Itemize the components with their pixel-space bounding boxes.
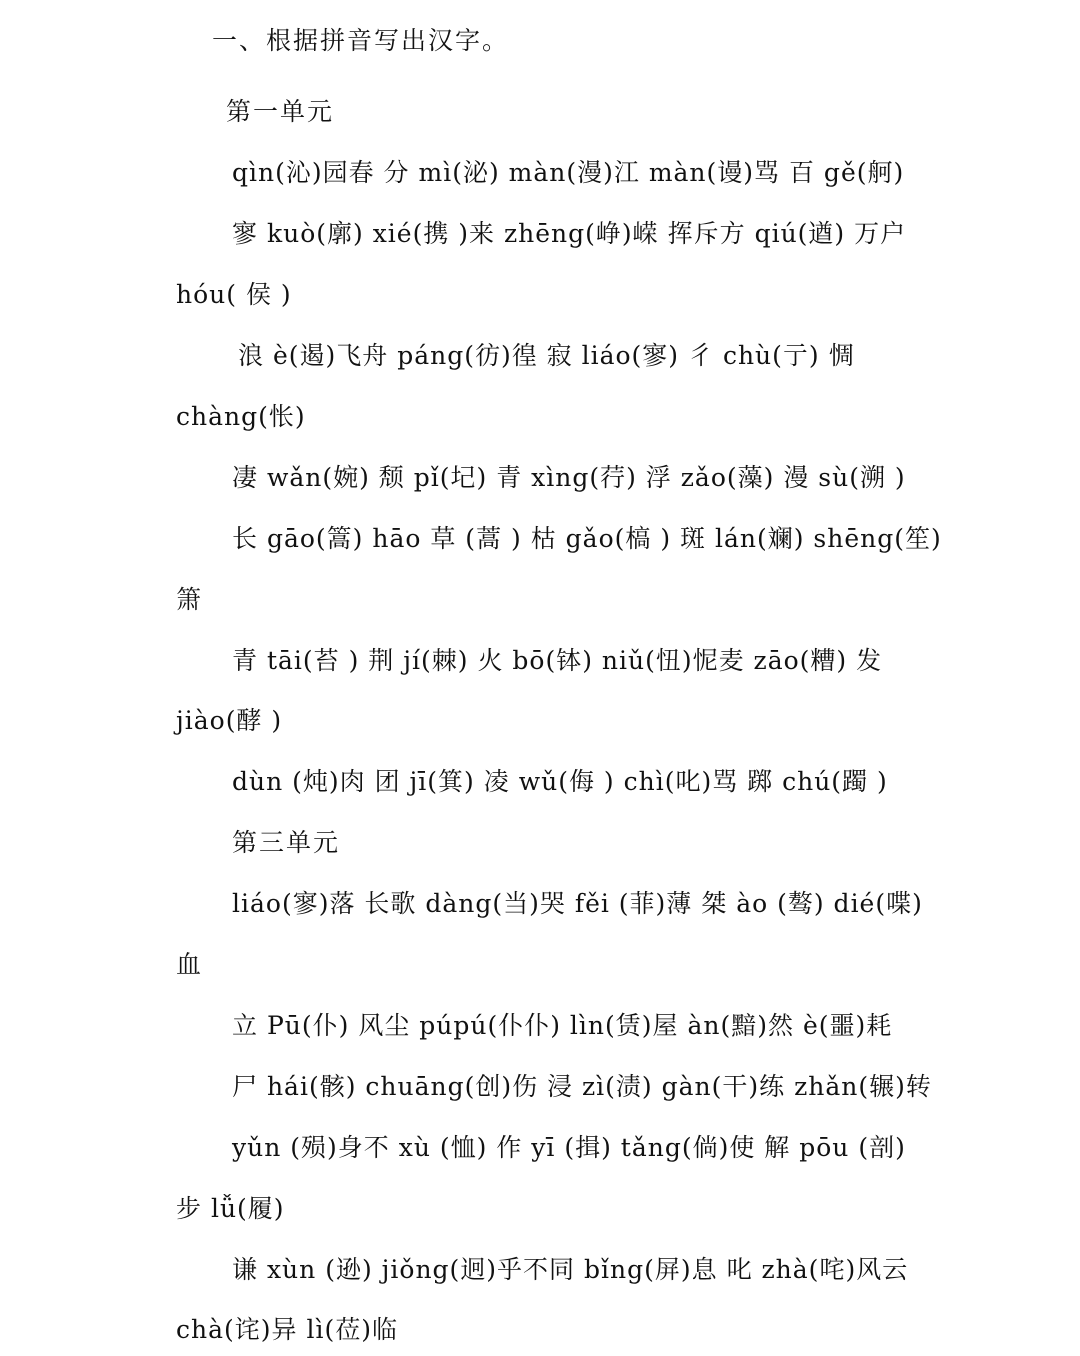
pinyin-line: 立 Pū(仆) 风尘 púpú(仆仆) lìn(赁)屋 àn(黯)然 è(噩)耗	[232, 1011, 893, 1040]
pinyin-line: 箫	[176, 585, 203, 614]
pinyin-line: dùn (炖)肉 团 jī(箕) 凌 wǔ(侮 ) chì(叱)骂 踯 chú(躅 )	[232, 767, 888, 796]
pinyin-line: liáo(寥)落 长歌 dàng(当)哭 fěi (菲)薄 桀 ào (骜) dié(喋)	[232, 889, 923, 918]
pinyin-line: qìn(沁)园春 分 mì(泌) màn(漫)江 màn(谩)骂 百 gě(舸)	[232, 158, 905, 187]
instruction-heading: 一、根据拼音写出汉字。	[212, 26, 510, 55]
unit-title: 第三单元	[232, 828, 341, 857]
pinyin-line: 尸 hái(骸) chuāng(创)伤 浸 zì(渍) gàn(干)练 zhǎn(辗)转	[232, 1072, 932, 1101]
pinyin-line: chàng(怅)	[176, 402, 306, 431]
pinyin-line: chà(诧)异 lì(莅)临	[176, 1315, 398, 1344]
pinyin-line: 长 gāo(篙) hāo 草 (蒿 ) 枯 gǎo(槁 ) 斑 lán(斓) shēng(笙)	[232, 524, 942, 553]
pinyin-line: yǔn (殒)身不 xù (恤) 作 yī (揖) tǎng(倘)使 解 pōu (剖)	[232, 1133, 906, 1162]
pinyin-line: 谦 xùn (逊) jiǒng(迥)乎不同 bǐng(屏)息 叱 zhà(咤)风云	[232, 1255, 909, 1284]
pinyin-line: hóu( 侯 )	[176, 280, 292, 309]
pinyin-line: 血	[176, 950, 203, 979]
pinyin-line: jiào(酵 )	[176, 706, 283, 735]
pinyin-line: 凄 wǎn(婉) 颓 pǐ(圮) 青 xìng(荇) 浮 zǎo(藻) 漫 sù(溯 )	[232, 463, 906, 492]
pinyin-line: 寥 kuò(廓) xié(携 )来 zhēng(峥)嵘 挥斥方 qiú(遒) 万户	[232, 219, 907, 248]
pinyin-line: 青 tāi(苔 ) 荆 jí(棘) 火 bō(钵) niǔ(忸)怩麦 zāo(糟) 发	[232, 646, 883, 675]
pinyin-line: 浪 è(遏)飞舟 páng(彷)徨 寂 liáo(寥) 彳 chù(亍) 惆	[238, 341, 855, 370]
unit-title: 第一单元	[226, 97, 335, 126]
pinyin-line: 步 lǚ(履)	[176, 1194, 285, 1223]
